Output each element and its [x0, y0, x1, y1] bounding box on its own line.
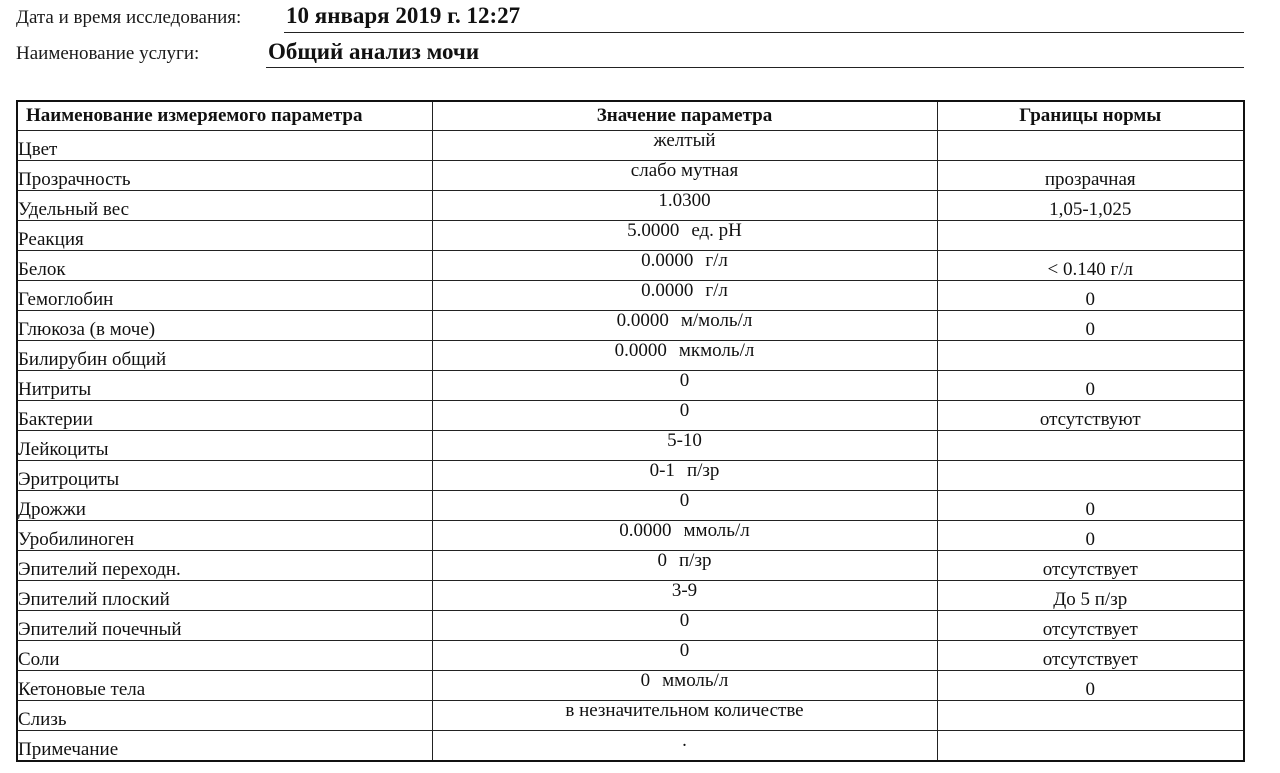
parameter-norm: прозрачная — [937, 161, 1244, 191]
table-row — [17, 731, 1244, 762]
parameter-norm — [937, 341, 1244, 371]
table-row — [17, 491, 1244, 521]
service-label: Наименование услуги: — [16, 43, 200, 64]
parameter-value-cell — [432, 461, 937, 491]
parameter-value: 0-1 — [649, 460, 675, 481]
column-header-value: Значение параметра — [432, 101, 937, 131]
parameter-name: Реакция — [17, 221, 432, 251]
parameter-unit: ммоль/л — [662, 670, 729, 691]
parameter-value-cell — [432, 401, 937, 431]
parameter-value: 0 — [679, 400, 690, 421]
service-value: Общий анализ мочи — [268, 39, 480, 64]
table-row — [17, 701, 1244, 731]
parameter-value: 1.0300 — [658, 190, 711, 211]
parameter-value: 0 — [657, 550, 668, 571]
parameter-name: Дрожжи — [17, 491, 432, 521]
parameter-name: Бактерии — [17, 401, 432, 431]
parameter-unit: г/л — [705, 280, 728, 301]
parameter-value-cell — [432, 521, 937, 551]
parameter-value: 0.0000 — [614, 340, 667, 361]
parameter-name: Глюкоза (в моче) — [17, 311, 432, 341]
parameter-norm: 1,05-1,025 — [937, 191, 1244, 221]
parameter-norm: 0 — [937, 521, 1244, 551]
table-row — [17, 281, 1244, 311]
parameter-value-cell — [432, 221, 937, 251]
parameter-unit: ед. pH — [691, 220, 742, 241]
table-row — [17, 461, 1244, 491]
parameter-norm: До 5 п/зр — [937, 581, 1244, 611]
table-body — [17, 131, 1244, 762]
parameter-value-cell — [432, 341, 937, 371]
parameter-value: 5.0000 — [627, 220, 680, 241]
parameter-value-cell — [432, 131, 937, 161]
parameter-norm — [937, 731, 1244, 762]
table-row — [17, 221, 1244, 251]
parameter-value-cell — [432, 581, 937, 611]
table-row — [17, 371, 1244, 401]
parameter-value: 0.0000 — [641, 250, 694, 271]
parameter-value: 0.0000 — [616, 310, 669, 331]
parameter-value: 0.0000 — [619, 520, 672, 541]
parameter-name: Слизь — [17, 701, 432, 731]
parameter-name: Гемоглобин — [17, 281, 432, 311]
parameter-value-cell — [432, 491, 937, 521]
parameter-name: Эритроциты — [17, 461, 432, 491]
parameter-value-cell — [432, 551, 937, 581]
parameter-value: слабо мутная — [630, 160, 739, 181]
parameter-name: Эпителий почечный — [17, 611, 432, 641]
table-row — [17, 521, 1244, 551]
table-row — [17, 431, 1244, 461]
parameter-value-cell — [432, 161, 937, 191]
parameter-value-cell — [432, 731, 937, 762]
table-row — [17, 161, 1244, 191]
parameter-value: 3-9 — [671, 580, 698, 601]
parameter-norm: 0 — [937, 491, 1244, 521]
parameter-name: Удельный вес — [17, 191, 432, 221]
parameter-norm — [937, 431, 1244, 461]
parameter-norm — [937, 701, 1244, 731]
parameter-norm — [937, 131, 1244, 161]
parameter-unit: ммоль/л — [683, 520, 750, 541]
date-underline — [284, 32, 1244, 33]
parameter-value-cell — [432, 431, 937, 461]
parameter-norm — [937, 461, 1244, 491]
parameter-unit: п/зр — [686, 460, 720, 481]
table-row — [17, 611, 1244, 641]
table-row — [17, 641, 1244, 671]
parameter-norm: 0 — [937, 281, 1244, 311]
parameter-value: желтый — [653, 130, 716, 151]
parameter-name: Прозрачность — [17, 161, 432, 191]
table-row — [17, 551, 1244, 581]
parameter-norm: отсутствуют — [937, 401, 1244, 431]
column-header-parameter: Наименование измеряемого параметра — [17, 101, 432, 131]
parameter-unit: п/зр — [679, 550, 712, 571]
parameter-value-cell — [432, 671, 937, 701]
parameter-norm: 0 — [937, 671, 1244, 701]
parameter-value-cell — [432, 191, 937, 221]
parameter-norm: отсутствует — [937, 641, 1244, 671]
parameter-value: . — [682, 730, 687, 751]
parameter-name: Белок — [17, 251, 432, 281]
parameter-unit: мкмоль/л — [678, 340, 755, 361]
parameter-name: Соли — [17, 641, 432, 671]
table-row — [17, 311, 1244, 341]
parameter-name: Эпителий плоский — [17, 581, 432, 611]
parameter-norm: 0 — [937, 311, 1244, 341]
column-header-norm: Границы нормы — [937, 101, 1244, 131]
parameter-norm: отсутствует — [937, 551, 1244, 581]
parameter-unit: м/моль/л — [680, 310, 753, 331]
parameter-value: 0 — [679, 490, 690, 511]
table-row — [17, 251, 1244, 281]
parameter-name: Примечание — [17, 731, 432, 762]
parameter-value-cell — [432, 611, 937, 641]
parameter-value-cell — [432, 251, 937, 281]
table-row — [17, 191, 1244, 221]
service-underline — [266, 67, 1244, 68]
parameter-name: Эпителий переходн. — [17, 551, 432, 581]
date-label: Дата и время исследования: — [16, 7, 242, 28]
table-row — [17, 341, 1244, 371]
parameter-value-cell — [432, 701, 937, 731]
parameter-value: 0 — [679, 610, 690, 631]
parameter-norm — [937, 221, 1244, 251]
parameter-value: 5-10 — [667, 430, 702, 451]
parameter-value-cell — [432, 371, 937, 401]
parameter-value: в незначительном количестве — [565, 700, 804, 721]
parameter-value-cell — [432, 311, 937, 341]
parameter-value: 0 — [679, 640, 690, 661]
table-row — [17, 401, 1244, 431]
parameter-norm: < 0.140 г/л — [937, 251, 1244, 281]
parameter-value-cell — [432, 641, 937, 671]
parameter-name: Цвет — [17, 131, 432, 161]
results-table — [16, 100, 1245, 762]
parameter-name: Уробилиноген — [17, 521, 432, 551]
parameter-unit: г/л — [705, 250, 728, 271]
parameter-value: 0 — [679, 370, 690, 391]
parameter-norm: 0 — [937, 371, 1244, 401]
parameter-value-cell — [432, 281, 937, 311]
table-header-row — [17, 101, 1244, 131]
parameter-name: Билирубин общий — [17, 341, 432, 371]
date-value: 10 января 2019 г. 12:27 — [286, 3, 521, 28]
table-row — [17, 581, 1244, 611]
parameter-name: Нитриты — [17, 371, 432, 401]
table-row — [17, 131, 1244, 161]
parameter-norm: отсутствует — [937, 611, 1244, 641]
parameter-name: Лейкоциты — [17, 431, 432, 461]
parameter-value: 0 — [640, 670, 651, 691]
table-row — [17, 671, 1244, 701]
parameter-name: Кетоновые тела — [17, 671, 432, 701]
parameter-value: 0.0000 — [641, 280, 694, 301]
